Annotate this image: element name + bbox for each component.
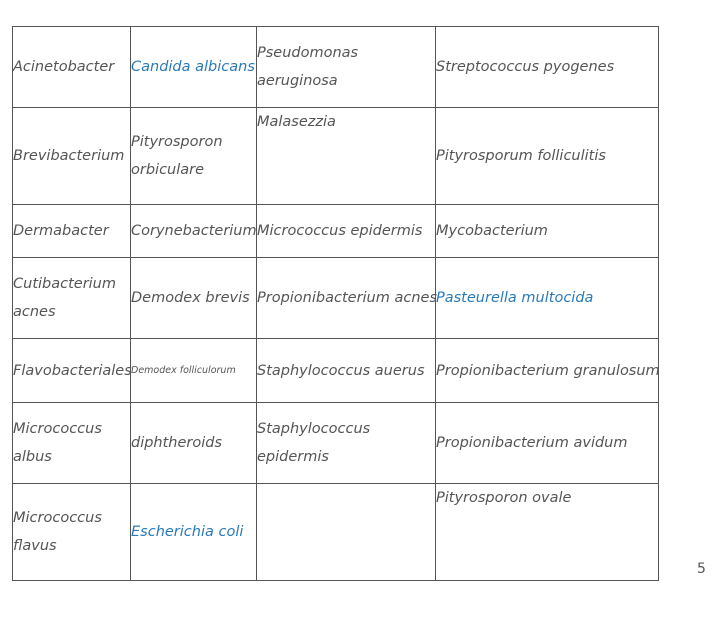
table-row [13,27,659,108]
table-cell: Brevibacterium [13,108,131,205]
table-cell: Propionibacterium acnes [257,258,436,339]
table-cell: Pseudomonas aeruginosa [257,27,436,108]
table-cell: Staphylococcus epidermis [257,403,436,484]
table-cell: Mycobacterium [436,205,659,258]
table-cell-link[interactable]: Escherichia coli [131,484,257,581]
table-cell-link[interactable]: Candida albicans [131,27,257,108]
table-cell: Micrococcus epidermis [257,205,436,258]
table-cell: Pityrosporon ovale [436,484,659,581]
table-cell: Pityrosporum folliculitis [436,108,659,205]
table-cell: Malasezzia [257,108,436,205]
table-row [13,258,659,339]
table-cell: Pityrosporon orbiculare [131,108,257,205]
table-cell: Micrococcus flavus [13,484,131,581]
table-cell: Demodex folliculorum [131,339,257,403]
table-cell: Demodex brevis [131,258,257,339]
table-cell: Propionibacterium avidum [436,403,659,484]
table-cell: Propionibacterium granulosum [436,339,659,403]
table-cell-link[interactable]: Pasteurella multocida [436,258,659,339]
table-cell: Dermabacter [13,205,131,258]
table-cell: Staphylococcus auerus [257,339,436,403]
table-row [13,108,659,205]
table-cell: diphtheroids [131,403,257,484]
table-cell: Micrococcus albus [13,403,131,484]
table-row [13,205,659,258]
table-cell: Corynebacterium [131,205,257,258]
table-row [13,484,659,581]
table-cell: Cutibacterium acnes [13,258,131,339]
table-cell: Acinetobacter [13,27,131,108]
table-cell: Streptococcus pyogenes [436,27,659,108]
table-row [13,339,659,403]
organisms-table [12,26,659,581]
table-cell-empty [257,484,436,581]
table-cell: Flavobacteriales [13,339,131,403]
table-row [13,403,659,484]
page-number: 5 [697,561,706,577]
